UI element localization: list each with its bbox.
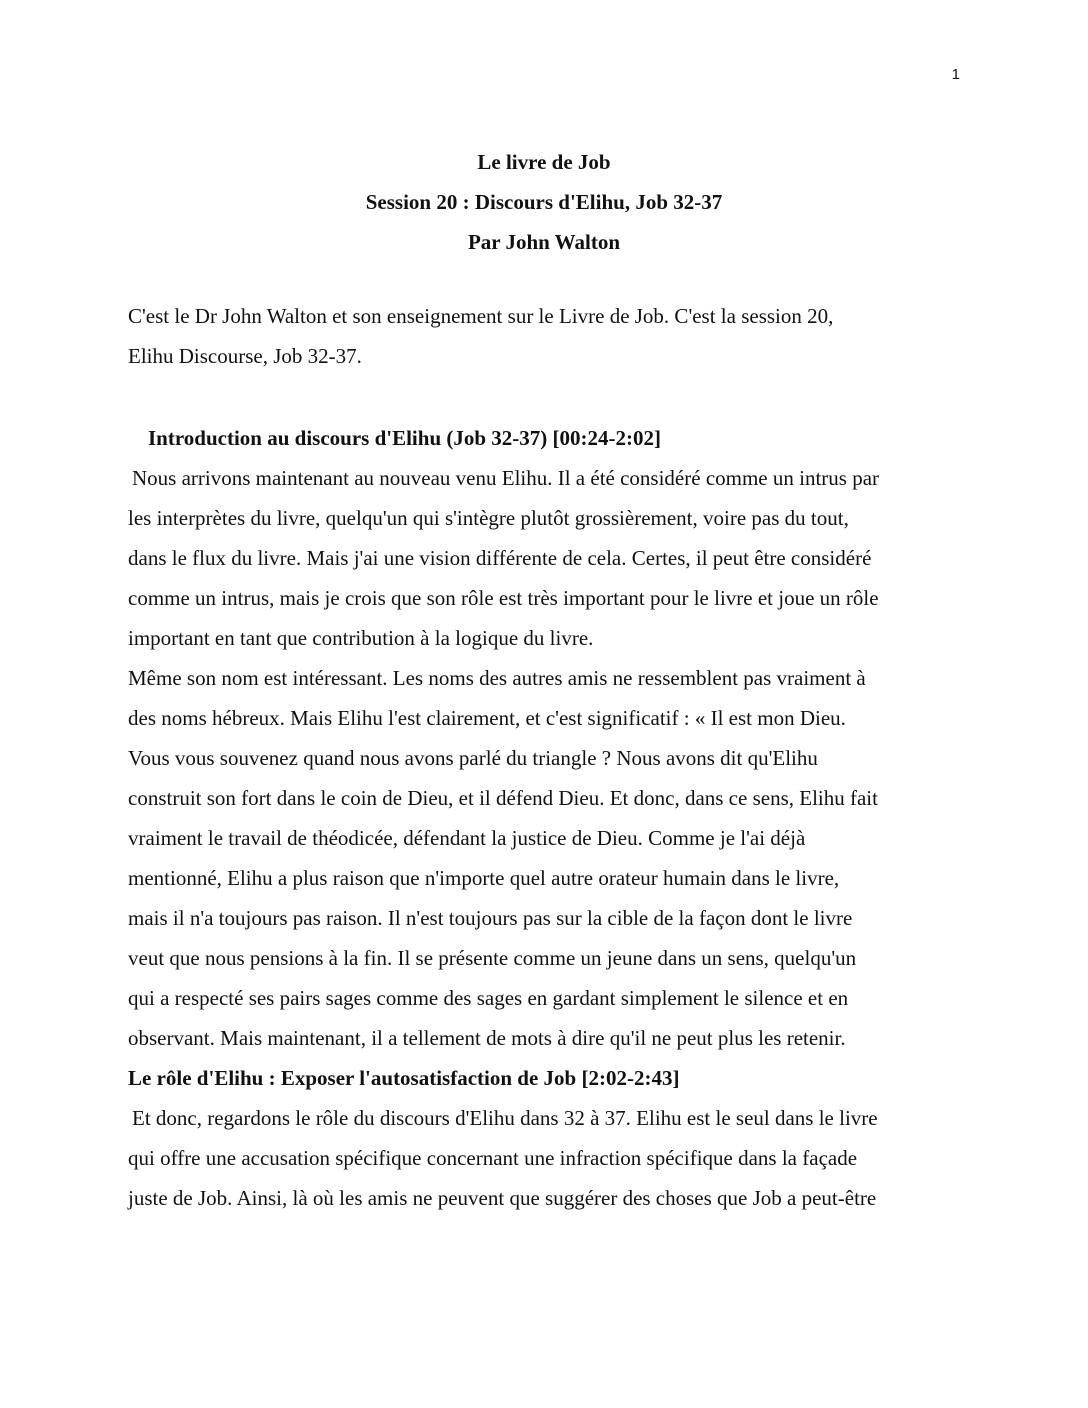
section-1-paragraph-2 — [128, 658, 964, 1058]
paragraph-line: Vous vous souvenez quand nous avons parlé du triangle ? Nous avons dit qu'Elihu — [128, 746, 818, 770]
title-line-session: Session 20 : Discours d'Elihu, Job 32-37 — [365, 190, 723, 214]
paragraph-line: dans le flux du livre. Mais j'ai une vision différente de cela. Certes, il peut être considéré — [128, 546, 872, 570]
section-1-paragraph-1 — [128, 458, 964, 658]
paragraph-line: observant. Mais maintenant, il a tellement de mots à dire qu'il ne peut plus les retenir. — [128, 1026, 846, 1050]
section-1-heading: Introduction au discours d'Elihu (Job 32-37) [00:24-2:02] — [148, 426, 662, 450]
paragraph-line: Nous arrivons maintenant au nouveau venu Elihu. Il a été considéré comme un intrus par — [132, 466, 880, 490]
title-line-author: Par John Walton — [467, 230, 621, 254]
page-number: 1 — [951, 66, 960, 83]
paragraph-line: les interprètes du livre, quelqu'un qui s'intègre plutôt grossièrement, voire pas du tout, — [128, 506, 849, 530]
title-line-book: Le livre de Job — [477, 150, 611, 174]
paragraph-line: Et donc, regardons le rôle du discours d'Elihu dans 32 à 37. Elihu est le seul dans le livre — [132, 1106, 878, 1130]
paragraph-line: mais il n'a toujours pas raison. Il n'est toujours pas sur la cible de la façon dont le livre — [128, 906, 853, 930]
paragraph-line: mentionné, Elihu a plus raison que n'importe quel autre orateur humain dans le livre, — [128, 866, 840, 890]
document-title — [0, 142, 1088, 262]
paragraph-line: veut que nous pensions à la fin. Il se présente comme un jeune dans un sens, quelqu'un — [128, 946, 857, 970]
paragraph-line: des noms hébreux. Mais Elihu l'est clairement, et c'est significatif : « Il est mon Dieu. — [128, 706, 846, 730]
intro-paragraph — [128, 296, 964, 376]
paragraph-line: comme un intrus, mais je crois que son rôle est très important pour le livre et joue un rôle — [128, 586, 879, 610]
paragraph-line: Même son nom est intéressant. Les noms des autres amis ne ressemblent pas vraiment à — [128, 666, 866, 690]
paragraph-line: vraiment le travail de théodicée, défendant la justice de Dieu. Comme je l'ai déjà — [128, 826, 806, 850]
intro-line: Elihu Discourse, Job 32-37. — [128, 344, 362, 368]
section-1 — [128, 418, 964, 1218]
paragraph-line: construit son fort dans le coin de Dieu, et il défend Dieu. Et donc, dans ce sens, Elihu fait — [128, 786, 878, 810]
intro-line: C'est le Dr John Walton et son enseignement sur le Livre de Job. C'est la session 20, — [128, 304, 834, 328]
paragraph-line: important en tant que contribution à la logique du livre. — [128, 626, 594, 650]
section-2-heading: Le rôle d'Elihu : Exposer l'autosatisfaction de Job [2:02-2:43] — [128, 1066, 680, 1090]
paragraph-line: juste de Job. Ainsi, là où les amis ne peuvent que suggérer des choses que Job a peut-être — [128, 1186, 877, 1210]
paragraph-line: qui offre une accusation spécifique concernant une infraction spécifique dans la façade — [128, 1146, 858, 1170]
paragraph-line: qui a respecté ses pairs sages comme des sages en gardant simplement le silence et en — [128, 986, 849, 1010]
section-2-paragraph-1 — [128, 1098, 964, 1218]
